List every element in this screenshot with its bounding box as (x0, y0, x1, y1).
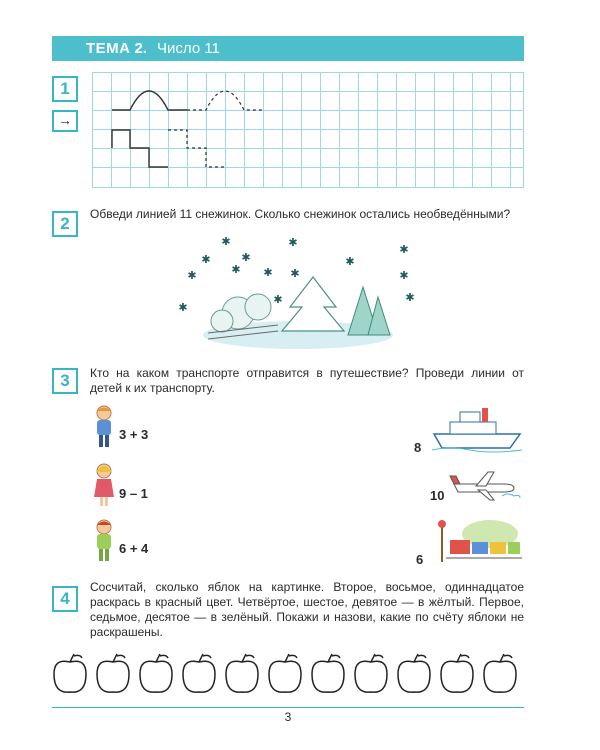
expression-1: 3 + 3 (119, 427, 149, 442)
svg-text:✱: ✱ (263, 266, 273, 279)
svg-text:✱: ✱ (221, 235, 231, 248)
svg-text:✱: ✱ (345, 255, 355, 268)
svg-text:✱: ✱ (187, 269, 197, 282)
svg-text:✱: ✱ (201, 253, 211, 266)
snowflakes-winter-scene (178, 235, 428, 355)
svg-text:✱: ✱ (399, 269, 409, 282)
apple-7 (312, 654, 344, 692)
apple-5 (226, 654, 258, 692)
apple-1 (54, 654, 86, 692)
topic-label: ТЕМА (86, 40, 131, 57)
airplane-picture (448, 468, 522, 502)
apples-row (50, 652, 526, 698)
expression-2: 9 – 1 (119, 486, 148, 501)
girl-figure (92, 462, 116, 508)
apple-8 (355, 654, 387, 692)
footer-divider (52, 707, 524, 708)
task-4-text: Сосчитай, сколько яблок на картинке. Второе, восьмое, одиннадцатое раскрась в красный цвет. Четвёртое, шестое, девятое — в жёлтый. Первое, седьмое, десятое — в зелёный. Покажи и назови, какие по счёту яблоки не раскрашены. (90, 580, 524, 639)
apple-6 (269, 654, 301, 692)
svg-text:✱: ✱ (273, 293, 283, 306)
arrow-icon: → (52, 110, 78, 132)
topic-title: Число 11 (157, 40, 220, 57)
task-number-1: 1 (52, 76, 78, 102)
boy-figure (92, 404, 116, 450)
svg-text:✱: ✱ (178, 301, 188, 314)
apple-10 (441, 654, 473, 692)
transport-number-airplane: 10 (430, 488, 445, 503)
expression-3: 6 + 4 (119, 541, 149, 556)
svg-text:✱: ✱ (231, 263, 241, 276)
apple-11 (484, 654, 516, 692)
task-number-4: 4 (52, 586, 78, 612)
transport-number-train: 6 (416, 552, 424, 567)
apple-4 (183, 654, 215, 692)
apple-3 (140, 654, 172, 692)
ship-picture (430, 404, 524, 454)
task-2-text: Обведи линией 11 снежинок. Сколько снежинок остались необведёнными? (90, 207, 511, 221)
topic-header (52, 36, 524, 61)
svg-text:✱: ✱ (399, 243, 409, 256)
apple-9 (398, 654, 430, 692)
transport-number-ship: 8 (414, 440, 422, 455)
task-number-3: 3 (52, 368, 78, 394)
page-number: 3 (284, 710, 292, 724)
dot-grid-exercise (92, 72, 524, 188)
apple-2 (97, 654, 129, 692)
train-picture (432, 516, 524, 566)
svg-text:✱: ✱ (405, 291, 415, 304)
svg-text:✱: ✱ (290, 267, 300, 280)
topic-number: 2. (134, 40, 148, 57)
task-3-text: Кто на каком транспорте отправится в путешествие? Проведи линии от детей к их транспорту. (90, 366, 524, 395)
boy-figure-2 (92, 518, 116, 564)
svg-text:✱: ✱ (241, 251, 251, 264)
svg-text:✱: ✱ (288, 236, 298, 249)
task-number-2: 2 (52, 211, 78, 237)
